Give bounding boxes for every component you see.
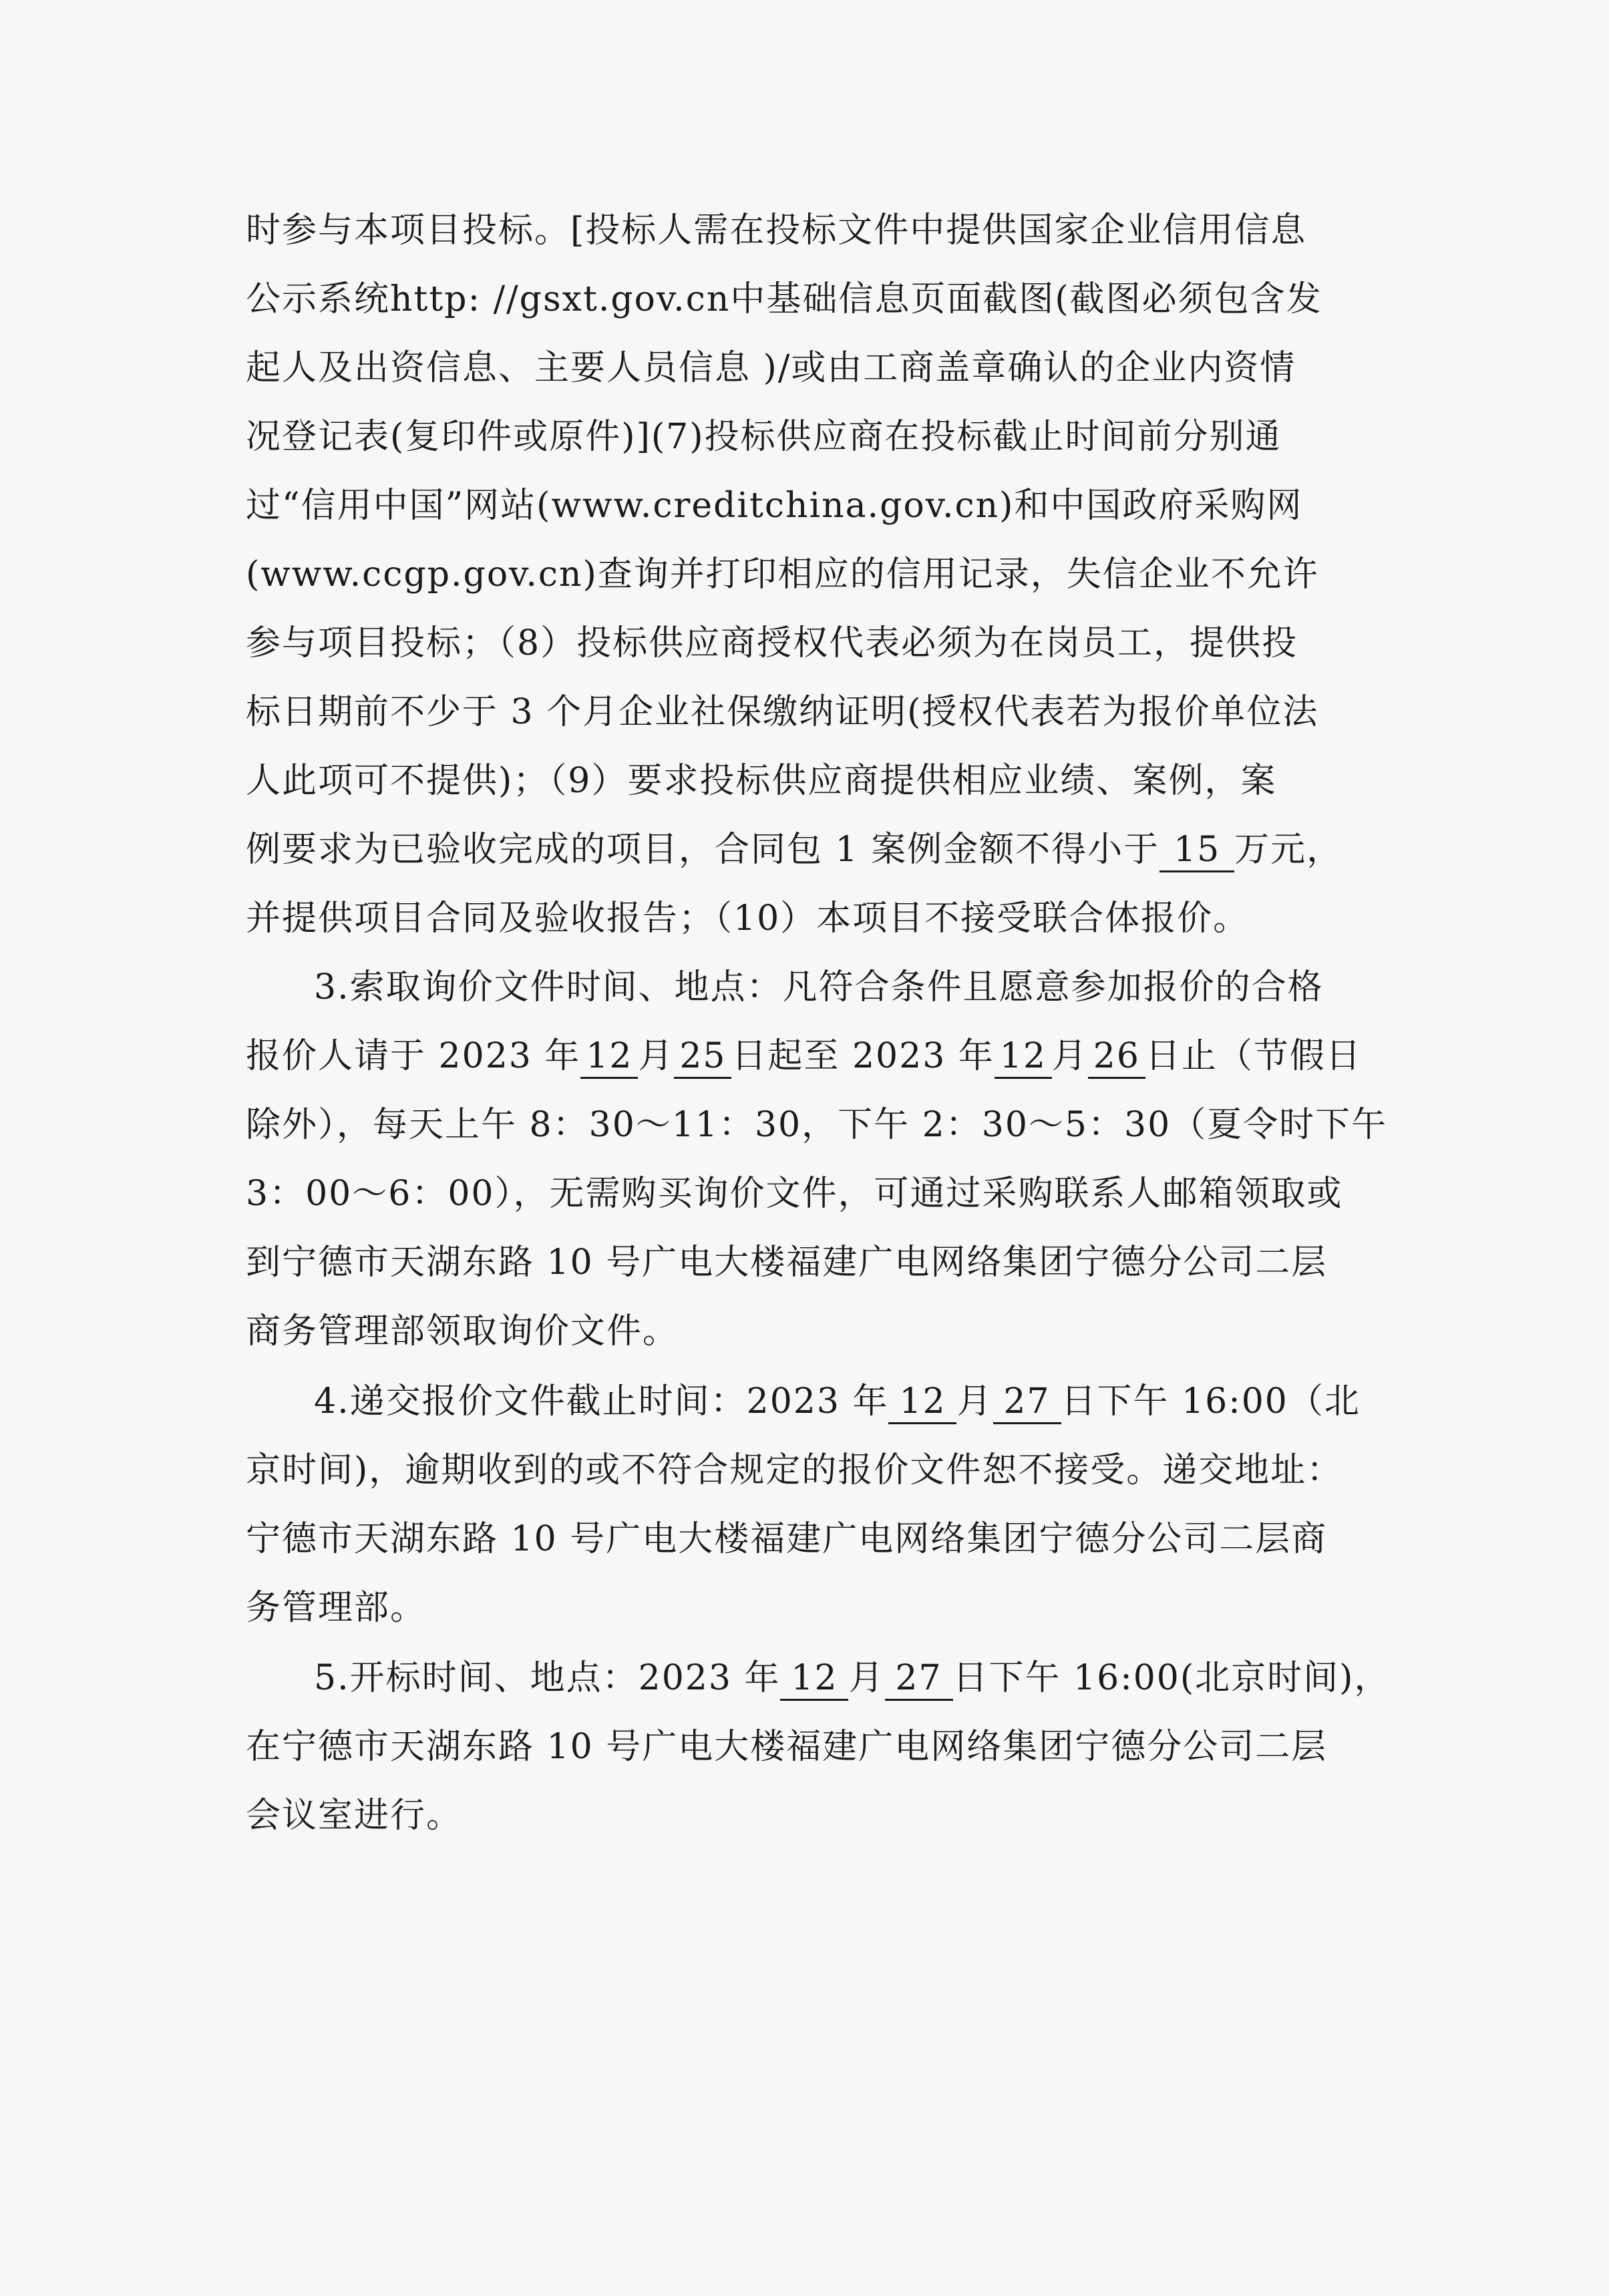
text-line: 时参与本项目投标。[投标人需在投标文件中提供国家企业信用信息 [246,210,1307,251]
text-line: 务管理部。 [246,1588,427,1628]
underlined-value: 27 [885,1657,953,1701]
text-line: 会议室进行。 [246,1796,463,1836]
text-run: 日起至 2023 年 [731,1036,995,1076]
text-line: 商务管理部领取询价文件。 [246,1311,679,1351]
text-line: 3.索取询价文件时间、地点：凡符合条件且愿意参加报价的合格 [314,967,1324,1007]
underlined-value: 12 [995,1035,1052,1079]
text-run: 5.开标时间、地点：2023 年 [314,1658,781,1698]
text-run: 报价人请于 2023 年 [246,1036,581,1076]
text-line: 并提供项目合同及验收报告；（10）本项目不接受联合体报价。 [246,898,1250,939]
underlined-value: 25 [674,1035,731,1079]
text-run: 日下午 16:00(北京时间)， [952,1658,1391,1698]
underlined-value: 27 [993,1381,1061,1424]
text-line: 3：00～6：00），无需购买询价文件，可通过采购联系人邮箱领取或 [246,1174,1343,1214]
text-line: 京时间)，逾期收到的或不符合规定的报价文件恕不接受。递交地址： [246,1450,1343,1490]
text-run: 万元， [1234,830,1343,870]
text-run: 例要求为已验收完成的项目，合同包 1 案例金额不得小于 [246,830,1160,870]
text-run: 日止（节假日 [1145,1036,1362,1076]
text-run: 月 [956,1381,993,1422]
text-run: 日下午 16:00（北 [1061,1381,1361,1422]
underlined-value: 12 [888,1381,956,1424]
underlined-value: 15 [1159,829,1234,872]
text-line: 宁德市天湖东路 10 号广电大楼福建广电网络集团宁德分公司二层商 [246,1519,1328,1559]
text-line [314,1651,1456,1705]
text-run: 月 [638,1036,675,1076]
text-line [246,823,1388,876]
text-run: 月 [848,1658,885,1698]
text-run: 月 [1051,1036,1088,1076]
text-line: 况登记表(复印件或原件)](7)投标供应商在投标截止时间前分别通 [246,417,1282,457]
text-line: 除外），每天上午 8：30～11：30，下午 2：30～5：30（夏令时下午 [246,1105,1388,1145]
text-line: 过“信用中国”网站(www.creditchina.gov.cn)和中国政府采购网 [246,486,1303,526]
underlined-value: 12 [780,1657,848,1701]
underlined-value: 26 [1088,1035,1145,1079]
text-line: 在宁德市天湖东路 10 号广电大楼福建广电网络集团宁德分公司二层 [246,1727,1328,1767]
text-line: 参与项目投标；（8）投标供应商授权代表必须为在岗员工，提供投 [246,623,1298,663]
text-run: 4.递交报价文件截止时间：2023 年 [314,1381,889,1422]
text-line [314,1375,1456,1428]
text-line: (www.ccgp.gov.cn)查询并打印相应的信用记录，失信企业不允许 [246,554,1319,595]
text-line: 公示系统http: //gsxt.gov.cn中基础信息页面截图(截图必须包含发 [246,279,1322,319]
underlined-value: 12 [580,1035,638,1079]
text-line: 人此项可不提供)；（9）要求投标供应商提供相应业绩、案例，案 [246,761,1277,801]
text-line: 标日期前不少于 3 个月企业社保缴纳证明(授权代表若为报价单位法 [246,692,1319,732]
text-line [246,1029,1388,1083]
text-line: 起人及出资信息、主要人员信息 )/或由工商盖章确认的企业内资情 [246,348,1296,388]
text-line: 到宁德市天湖东路 10 号广电大楼福建广电网络集团宁德分公司二层 [246,1243,1328,1283]
